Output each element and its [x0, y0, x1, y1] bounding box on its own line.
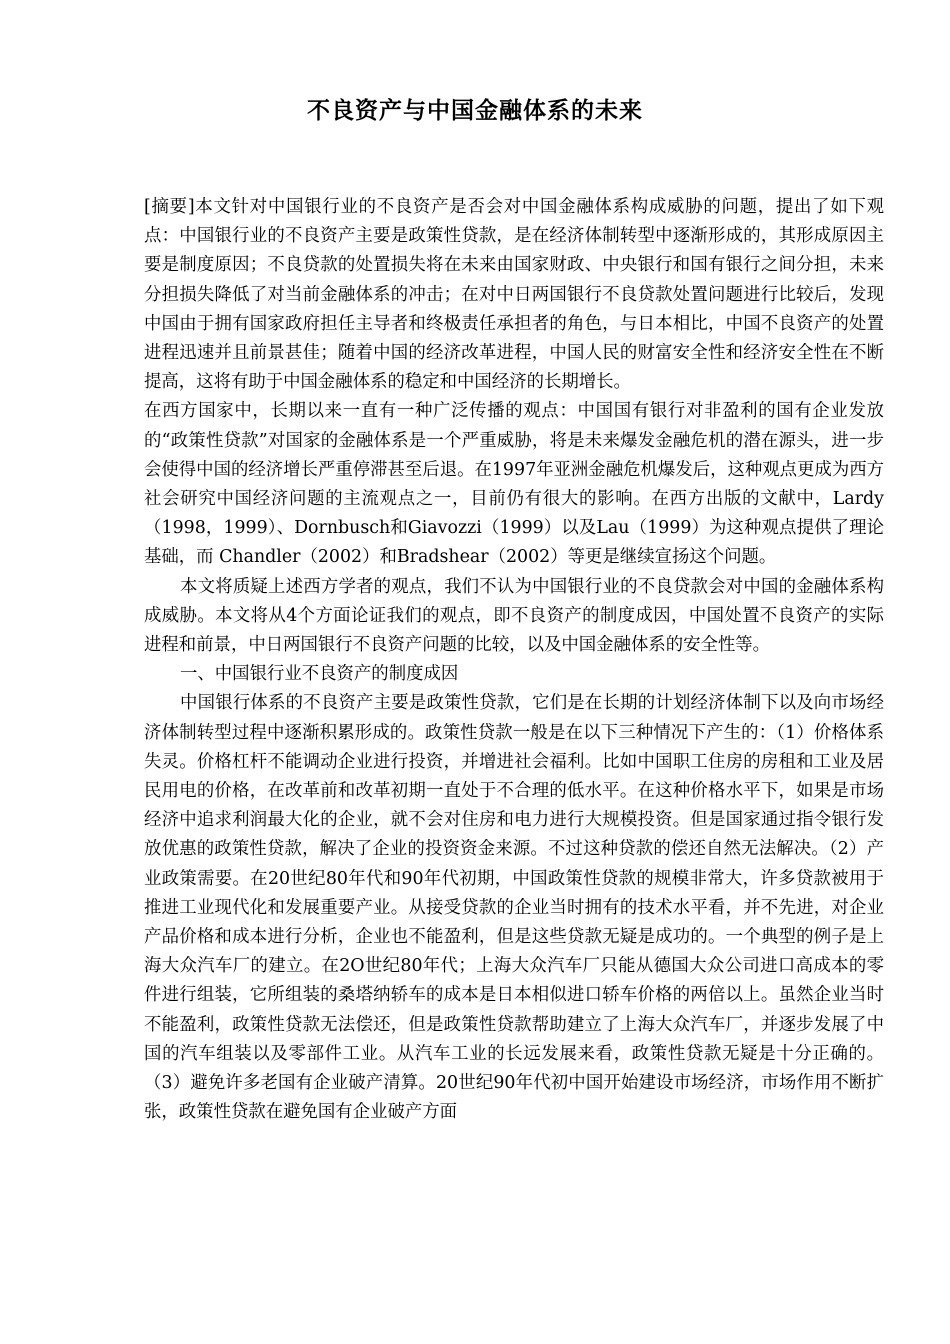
abstract-paragraph: [摘要]本文针对中国银行业的不良资产是否会对中国金融体系构成威胁的问题，提出了如下观点：中国银行业的不良资产主要是政策性贷款，是在经济体制转型中逐渐形成的，其形成原因主要是制度原因；不良贷款的处置损失将在未来由国家财政、中央银行和国有银行之间分担，未来分担损失降低了对当前金融体系的冲击；在对中日两国银行不良贷款处置问题进行比较后，发现中国由于拥有国家政府担任主导者和终极责任承担者的角色，与日本相比，中国不良资产的处置进程迅速并且前景甚佳；随着中国的经济改革进程，中国人民的财富安全性和经济安全性在不断提高，这将有助于中国金融体系的稳定和中国经济的长期增长。 — [144, 197, 884, 393]
document-body — [144, 193, 884, 1128]
thesis-paragraph: 本文将质疑上述西方学者的观点，我们不认为中国银行业的不良贷款会对中国的金融体系构成威胁。本文将从4个方面论证我们的观点，即不良资产的制度成因，中国处置不良资产的实际进程和前景，中日两国银行不良资产问题的比较，以及中国金融体系的安全性等。 — [144, 576, 884, 656]
western-view-paragraph: 在西方国家中，长期以来一直有一种广泛传播的观点：中国国有银行对非盈利的国有企业发放的“政策性贷款”对国家的金融体系是一个严重威胁，将是未来爆发金融危机的潜在源头，进一步会使得中国的经济增长严重停滞甚至后退。在1997年亚洲金融危机爆发后，这种观点更成为西方社会研究中国经济问题的主流观点之一，目前仍有很大的影响。在西方出版的文献中，Lardy（1998，1999）、Dornbusch和Giavozzi（1999）以及Lau（1999）为这种观点提供了理论基础，而 Chandler（2002）和Bradshear（2002）等更是继续宣扬这个问题。 — [144, 401, 884, 568]
page-title: 不良资产与中国金融体系的未来 — [307, 98, 643, 124]
section-body-paragraph: 中国银行体系的不良资产主要是政策性贷款，它们是在长期的计划经济体制下以及向市场经济体制转型过程中逐渐积累形成的。政策性贷款一般是在以下三种情况下产生的：（1）价格体系失灵。价格杠杆不能调动企业进行投资，并增进社会福利。比如中国职工住房的房租和工业及居民用电的价格，在改革前和改革初期一直处于不合理的低水平。在这种价格水平下，如果是市场经济中追求利润最大化的企业，就不会对住房和电力进行大规模投资。但是国家通过指令银行发放优惠的政策性贷款，解决了企业的投资资金来源。不过这种贷款的偿还自然无法解决。（2）产业政策需要。在20世纪80年代和90年代初期，中国政策性贷款的规模非常大，许多贷款被用于推进工业现代化和发展重要产业。从接受贷款的企业当时拥有的技术水平看，并不先进，对企业产品价格和成本进行分析，企业也不能盈利，但是这些贷款无疑是成功的。一个典型的例子是上海大众汽车厂的建立。在2O世纪80年代；上海大众汽车厂只能从德国大众公司进口高成本的零件进行组装，它所组装的桑塔纳轿车的成本是日本相似进口轿车价格的两倍以上。虽然企业当时不能盈利，政策性贷款无法偿还，但是政策性贷款帮助建立了上海大众汽车厂，并逐步发展了中国的汽车组装以及零部件工业。从汽车工业的长远发展来看，政策性贷款无疑是十分正确的。（3）避免许多老国有企业破产清算。20世纪90年代初中国开始建设市场经济，市场作用不断扩张，政策性贷款在避免国有企业破产方面 — [144, 693, 884, 1123]
section-heading: 一、中国银行业不良资产的制度成因 — [180, 664, 459, 685]
